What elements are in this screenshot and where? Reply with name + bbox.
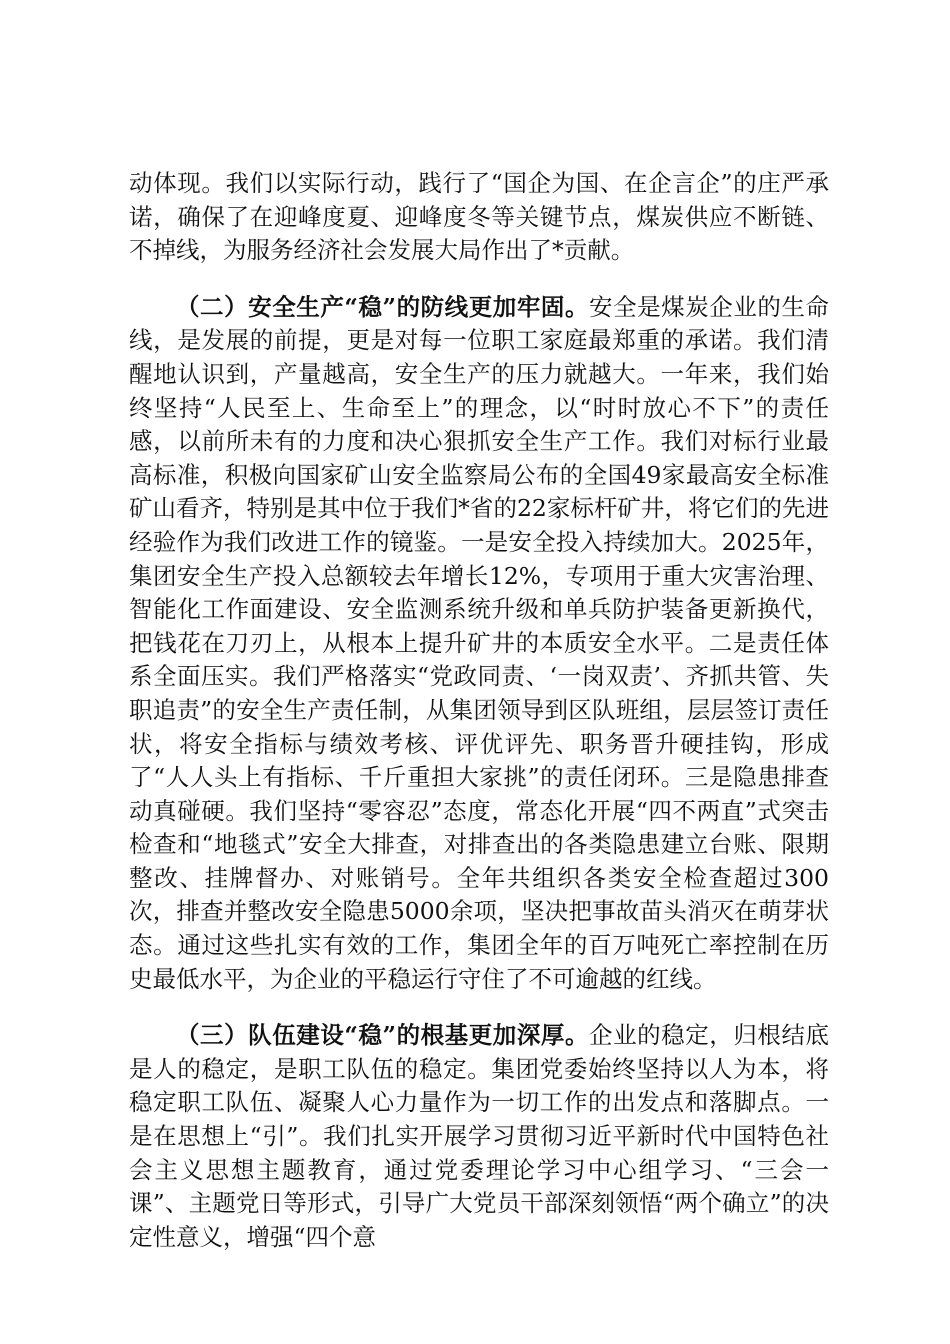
paragraph-safety-production bbox=[129, 291, 829, 996]
section-heading-safety: （二）安全生产“稳”的防线更加牢固。 bbox=[176, 292, 590, 321]
document-page bbox=[129, 167, 829, 1254]
paragraph-team-building bbox=[129, 1019, 829, 1254]
paragraph-body: 安全是煤炭企业的生命线，是发展的前提，更是对每一位职工家庭最郑重的承诺。我们清醒地认识到，产量越高，安全生产的压力就越大。一年来，我们始终坚持“人民至上、生命至上”的理念，以“时时放心不下”的责任感，以前所未有的力度和决心狠抓安全生产工作。我们对标行业最高标准，积极向国家矿山安全监察局公布的全国49家最高安全标准矿山看齐，特别是其中位于我们*省的22家标杆矿井，将它们的先进经验作为我们改进工作的镜鉴。一是安全投入持续加大。2025年，集团安全生产投入总额较去年增长12%，专项用于重大灾害治理、智能化工作面建设、安全监测系统升级和单兵防护装备更新换代，把钱花在刀刃上，从根本上提升矿井的本质安全水平。二是责任体系全面压实。我们严格落实“党政同责、‘一岗双责’、齐抓共管、失职追责”的安全生产责任制，从集团领导到区队班组，层层签订责任状，将安全指标与绩效考核、评优评先、职务晋升硬挂钩，形成了“人人头上有指标、千斤重担大家挑”的责任闭环。三是隐患排查动真碰硬。我们坚持“零容忍”态度，常态化开展“四不两直”式突击检查和“地毯式”安全大排查，对排查出的各类隐患建立台账、限期整改、挂牌督办、对账销号。全年共组织各类安全检查超过300次，排查并整改安全隐患5000余项，坚决把事故苗头消灭在萌芽状态。通过这些扎实有效的工作，集团全年的百万吨死亡率控制在历史最低水平，为企业的平稳运行守住了不可逾越的红线。 bbox=[129, 292, 829, 993]
section-heading-team: （三）队伍建设“稳”的根基更加深厚。 bbox=[176, 1021, 590, 1050]
paragraph-body: 企业的稳定，归根结底是人的稳定，是职工队伍的稳定。集团党委始终坚持以人为本，将稳定职工队伍、凝聚人心力量作为一切工作的出发点和落脚点。一是在思想上“引”。我们扎实开展学习贯彻习近平新时代中国特色社会主义思想主题教育，通过党委理论学习中心组学习、“三会一课”、主题党日等形式，引导广大党员干部深刻领悟“两个确立”的决定性意义，增强“四个意 bbox=[129, 1021, 829, 1251]
paragraph-continuation bbox=[129, 167, 829, 268]
paragraph-body: 动体现。我们以实际行动，践行了“国企为国、在企言企”的庄严承诺，确保了在迎峰度夏、迎峰度冬等关键节点，煤炭供应不断链、不掉线，为服务经济社会发展大局作出了*贡献。 bbox=[129, 169, 829, 265]
